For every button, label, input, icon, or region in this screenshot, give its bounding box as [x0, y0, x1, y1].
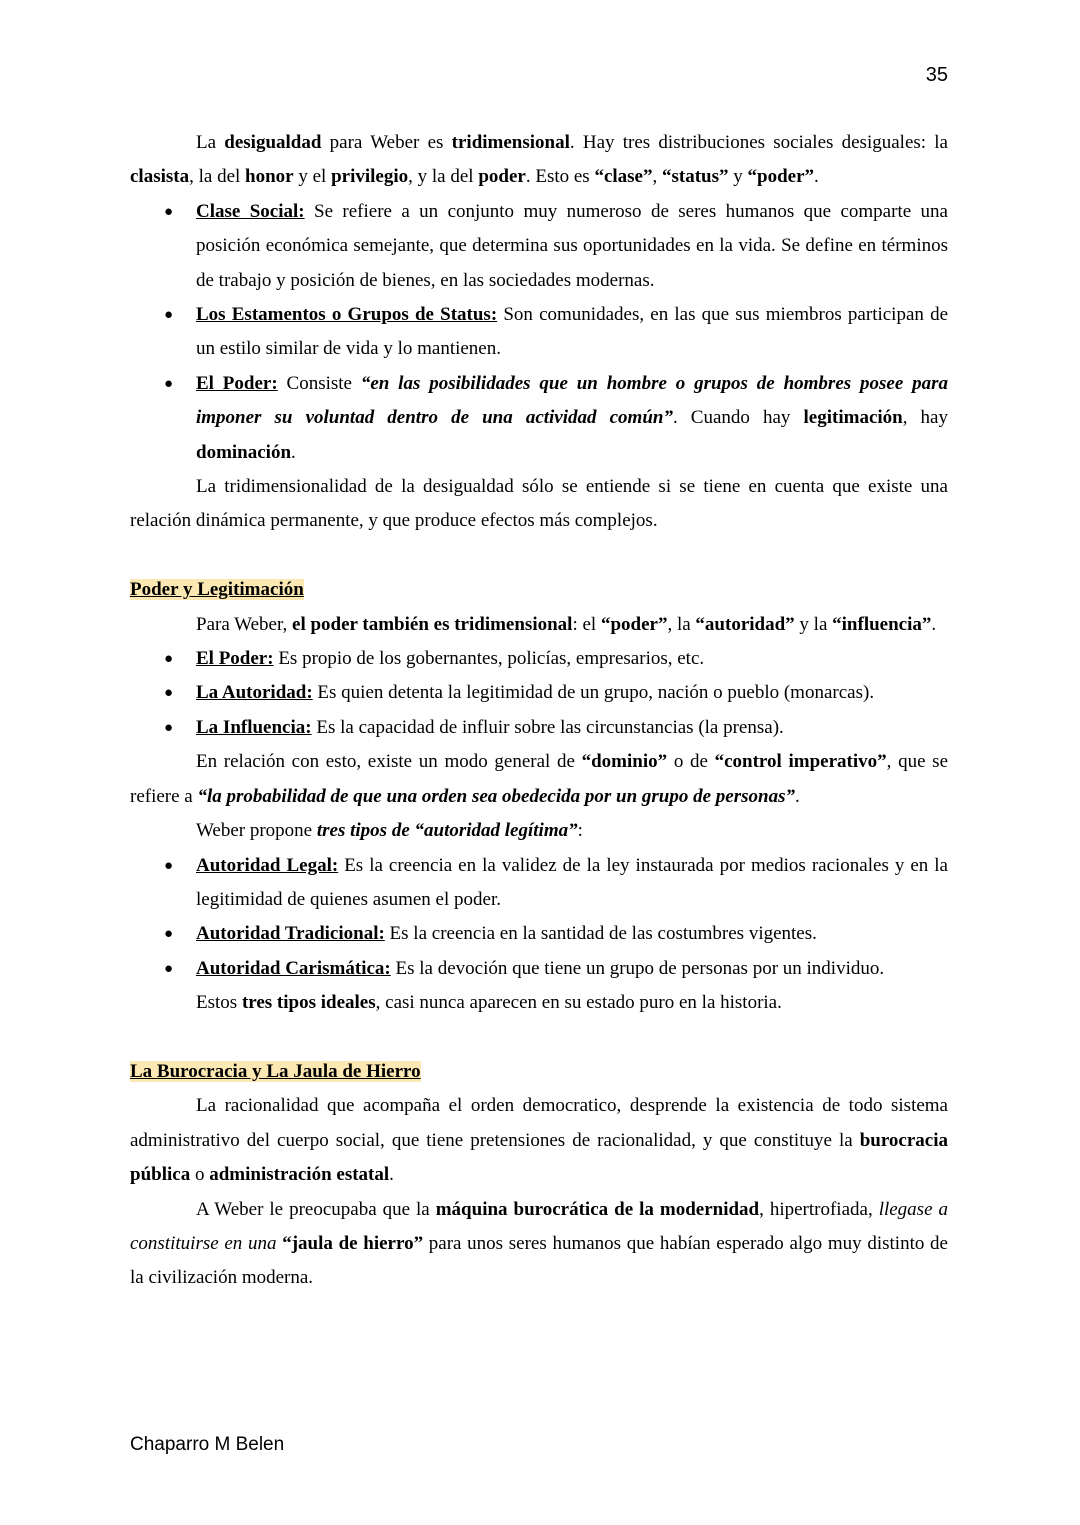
text-run: “poder” [747, 166, 815, 188]
text-run: A Weber le preocupaba que la [196, 1198, 436, 1220]
text-run: Weber propone [196, 820, 317, 842]
text-run: o [190, 1164, 210, 1186]
text-run: . Esto es [525, 166, 595, 188]
bullet-icon: ● [164, 307, 174, 324]
text-run: poder [478, 166, 526, 188]
text-run: “dominio” [581, 751, 668, 773]
blank-line [130, 539, 948, 573]
text-run: para Weber es [321, 132, 452, 153]
bullet-icon: ● [164, 651, 174, 668]
list-item [130, 917, 948, 951]
text-run: Es la creencia en la validez de la ley instaurada por medios racionales y en la legitimidad de quienes asumen el poder. [196, 854, 948, 910]
text-run: dominación [196, 441, 292, 463]
bullet-icon: ● [164, 203, 174, 220]
list-item [130, 952, 948, 986]
paragraph [130, 1193, 948, 1296]
term-label: Clase Social: [196, 200, 305, 222]
text-run: , y la del [408, 166, 479, 188]
text-run: para unos seres humanos que habían esperado algo muy distinto de la civilización moderna. [130, 1232, 948, 1289]
text-run: : [577, 820, 583, 842]
text-run: tridimensional [451, 132, 570, 153]
text-run: Es la creencia en la santidad de las costumbres vigentes. [384, 923, 817, 945]
text-run: “clase” [594, 166, 653, 188]
text-run: “en las posibilidades que un hombre o grupos de hombres posee para imponer su voluntad dentro de una actividad común” [196, 372, 948, 429]
page-number: 35 [925, 64, 948, 86]
text-run: Se refiere a un conjunto muy numeroso de seres humanos que comparte una posición económica semejante, que determina sus oportunidades en la vida. Se define en términos de trabajo y posición de bienes, en las sociedades modernas. [196, 200, 948, 291]
text-run: y la [794, 613, 833, 635]
paragraph [130, 608, 948, 642]
list-item [130, 676, 948, 710]
text-run: administración estatal [209, 1164, 390, 1186]
text-run: Son comunidades, en las que sus miembros participan de un estilo similar de vida y lo mantienen. [196, 304, 949, 360]
term-label: El Poder: [196, 372, 278, 394]
text-run: tres tipos de “autoridad legítima” [316, 820, 578, 842]
text-run: Es la devoción que tiene un grupo de personas por un individuo. [390, 957, 885, 979]
text-run: . [291, 441, 296, 463]
bullet-icon: ● [164, 857, 174, 874]
term-label: Autoridad Legal: [196, 854, 339, 876]
text-run: llegase a constituirse en una [130, 1198, 948, 1254]
text-run: La [196, 132, 217, 153]
paragraph [130, 126, 948, 195]
term-label: La Influencia: [196, 716, 312, 738]
list-item [130, 642, 948, 676]
term-label: La Autoridad: [196, 682, 313, 704]
text-run: , [652, 166, 662, 188]
paragraph [130, 986, 948, 1020]
text-run: . [389, 1164, 394, 1186]
list-item [130, 711, 948, 745]
text-run: clasista [130, 166, 190, 188]
footer-author: Chaparro M Belen [130, 1434, 285, 1455]
section-heading-text: Poder y Legitimación [130, 579, 304, 601]
text-run: burocracia pública [130, 1129, 948, 1186]
list-item [130, 298, 948, 367]
text-run: , que se refiere a [130, 751, 949, 807]
paragraph [130, 814, 948, 848]
term-label: Los Estamentos o Grupos de Status: [196, 304, 498, 326]
text-run: , la [667, 613, 696, 635]
text-run: y el [293, 166, 332, 188]
text-run: “control imperativo” [714, 751, 887, 773]
text-run: o de [667, 751, 715, 773]
text-run: máquina burocrática de la modernidad [435, 1198, 760, 1220]
text-run: Es la capacidad de influir sobre las circunstancias (la prensa). [311, 716, 784, 738]
text-run: , hipertrofiada, [759, 1198, 879, 1220]
section-heading [130, 573, 948, 607]
document-body [130, 126, 948, 1296]
bullet-icon: ● [164, 685, 174, 702]
bullet-icon: ● [164, 375, 174, 392]
text-run: “status” [662, 166, 729, 188]
text-run: , hay [902, 407, 948, 429]
bullet-icon: ● [164, 960, 174, 977]
term-label: El Poder: [196, 648, 274, 670]
section-heading [130, 1055, 948, 1089]
text-run: . Cuando hay [672, 407, 804, 429]
section-heading-text: La Burocracia y La Jaula de Hierro [130, 1060, 421, 1082]
text-run: “autoridad” [695, 613, 795, 635]
text-run: , la del [189, 166, 246, 188]
list-item [130, 849, 948, 918]
blank-line [130, 1021, 948, 1055]
text-run: “poder” [600, 613, 668, 635]
text-run: Es quien detenta la legitimidad de un grupo, nación o pueblo (monarcas). [312, 682, 875, 704]
term-label: Autoridad Carismática: [196, 957, 391, 979]
text-run: : el [572, 613, 601, 635]
text-run: . Hay tres distribuciones sociales desiguales: la [569, 132, 948, 153]
text-run: honor [245, 166, 294, 188]
text-run: privilegio [331, 166, 409, 188]
text-run: “influencia” [832, 613, 932, 635]
text-run: Para Weber, [196, 613, 293, 635]
text-run: legitimación [803, 407, 903, 429]
text-run: Consiste [277, 372, 361, 394]
text-run: La tridimensionalidad de la desigualdad sólo se entiende si se tiene en cuenta que existe una relación dinámica permanente, y que produce efectos más complejos. [130, 476, 948, 532]
text-run: , casi nunca aparecen en su estado puro en la historia. [375, 992, 782, 1014]
text-run: tres tipos ideales [241, 992, 376, 1014]
text-run: desigualdad [216, 132, 322, 153]
text-run: La racionalidad que acompaña el orden democratico, desprende la existencia de todo sistema administrativo del cuerpo social, que tiene pretensiones de racionalidad, y que constituye la [130, 1095, 948, 1151]
text-run: . [814, 166, 819, 188]
text-run: . [931, 613, 937, 635]
text-run: En relación con esto, existe un modo general de [196, 751, 582, 773]
bullet-icon: ● [164, 926, 174, 943]
paragraph [130, 745, 948, 814]
text-run: “jaula de hierro” [282, 1232, 424, 1254]
paragraph [130, 470, 948, 539]
text-run: Estos [196, 992, 242, 1014]
list-item [130, 367, 948, 470]
bullet-icon: ● [164, 719, 174, 736]
text-run: Es propio de los gobernantes, policías, empresarios, etc. [273, 648, 705, 670]
text-run: “la probabilidad de que una orden sea obedecida por un grupo de personas” [197, 785, 795, 807]
text-run: y [728, 166, 748, 188]
text-run: el poder también es tridimensional [292, 613, 573, 635]
list-item [130, 195, 948, 298]
text-run: . [794, 785, 800, 807]
term-label: Autoridad Tradicional: [196, 923, 385, 945]
paragraph [130, 1089, 948, 1192]
